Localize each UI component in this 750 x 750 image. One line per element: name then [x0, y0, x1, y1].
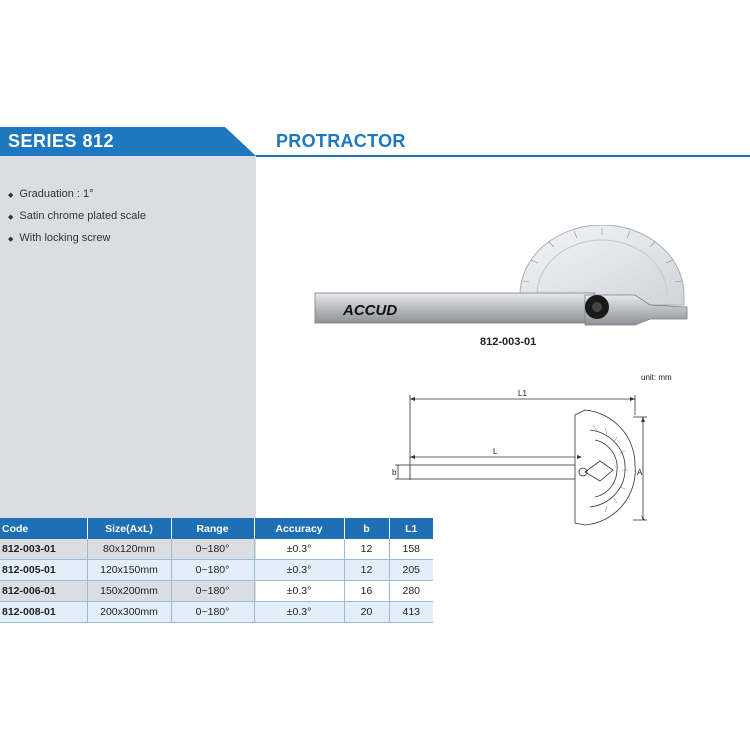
- table-cell: 120x150mm: [87, 560, 171, 581]
- dim-label-L: L: [493, 447, 498, 456]
- table-row: [0, 602, 433, 623]
- table-row: [0, 581, 433, 602]
- table-cell: 12: [344, 539, 389, 560]
- feature-item: [8, 232, 146, 254]
- table-cell: 0~180°: [171, 560, 254, 581]
- brand-logo: ACCUD: [343, 302, 398, 319]
- table-cell: 0~180°: [171, 602, 254, 623]
- column-header: Code: [0, 518, 87, 539]
- table-cell: 812-006-01: [0, 581, 87, 602]
- table-cell: ±0.3°: [254, 560, 344, 581]
- table-cell: 158: [389, 539, 433, 560]
- feature-text: Graduation : 1°: [19, 188, 94, 200]
- table-row: [0, 539, 433, 560]
- table-cell: 12: [344, 560, 389, 581]
- table-cell: 80x120mm: [87, 539, 171, 560]
- table-cell: 0~180°: [171, 539, 254, 560]
- table-cell: ±0.3°: [254, 539, 344, 560]
- table-cell: ±0.3°: [254, 581, 344, 602]
- table-row: [0, 560, 433, 581]
- table-header-row: [0, 518, 433, 539]
- dim-label-A: A: [637, 468, 643, 477]
- dim-label-L1: L1: [518, 389, 527, 398]
- column-header: Size(AxL): [87, 518, 171, 539]
- table-cell: 150x200mm: [87, 581, 171, 602]
- diamond-bullet-icon: ◆: [8, 214, 14, 221]
- protractor-photo: [305, 225, 695, 335]
- series-title: SERIES 812: [8, 131, 115, 151]
- dim-label-b: b: [392, 468, 397, 477]
- header-rule: [256, 155, 750, 157]
- table-cell: 413: [389, 602, 433, 623]
- diamond-bullet-icon: ◆: [8, 192, 14, 199]
- feature-text: With locking screw: [19, 232, 111, 244]
- table-cell: 812-003-01: [0, 539, 87, 560]
- diamond-bullet-icon: ◆: [8, 236, 14, 243]
- column-header: Accuracy: [254, 518, 344, 539]
- table-cell: 200x300mm: [87, 602, 171, 623]
- table-cell: 812-008-01: [0, 602, 87, 623]
- feature-item: [8, 210, 146, 232]
- product-title: PROTRACTOR: [276, 131, 406, 151]
- table-cell: 280: [389, 581, 433, 602]
- technical-drawing: [385, 385, 655, 530]
- table-cell: 16: [344, 581, 389, 602]
- table-cell: 20: [344, 602, 389, 623]
- table-cell: 205: [389, 560, 433, 581]
- column-header: b: [344, 518, 389, 539]
- feature-list: [8, 188, 146, 254]
- spec-table: [0, 518, 433, 623]
- column-header: L1: [389, 518, 433, 539]
- column-header: Range: [171, 518, 254, 539]
- table-cell: ±0.3°: [254, 602, 344, 623]
- feature-item: [8, 188, 146, 210]
- table-cell: 812-005-01: [0, 560, 87, 581]
- photo-model-label: 812-003-01: [480, 336, 537, 348]
- table-cell: 0~180°: [171, 581, 254, 602]
- feature-text: Satin chrome plated scale: [19, 210, 146, 222]
- unit-note: unit: mm: [641, 373, 672, 382]
